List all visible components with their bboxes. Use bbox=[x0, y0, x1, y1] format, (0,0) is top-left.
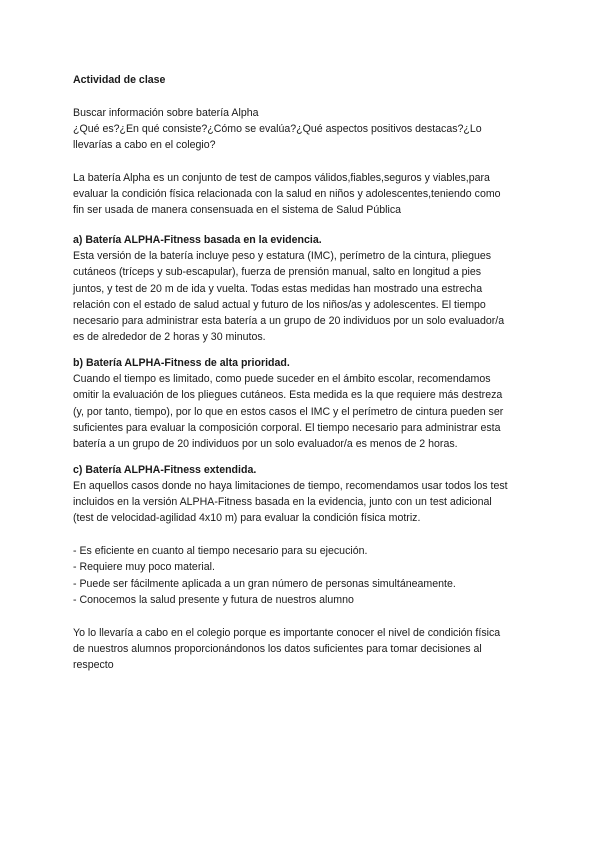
section-a-line: cutáneos (tríceps y sub-escapular), fuerza de prensión manual, salto en longitud a pies bbox=[73, 266, 482, 279]
section-c-heading: c) Batería ALPHA-Fitness extendida. bbox=[73, 463, 257, 476]
intro-line: La batería Alpha es un conjunto de test de campos válidos,fiables,seguros y viables,para bbox=[73, 171, 490, 184]
section-c bbox=[73, 462, 536, 527]
section-b-line: suficientes para evaluar la composición corporal. El tiempo necesario para administrar esta bbox=[73, 421, 501, 434]
task-line: Buscar información sobre batería Alpha bbox=[73, 106, 259, 119]
list-item: - Puede ser fácilmente aplicada a un gran número de personas simultáneamente. bbox=[73, 577, 456, 590]
section-a-line: juntos, y test de 20 m de ida y vuelta. Todas estas medidas han mostrado una estrecha bbox=[73, 282, 483, 295]
section-a-line: necesario para administrar esta batería a un grupo de 20 individuos por un solo evaluador/a bbox=[73, 315, 505, 328]
list-item: - Es eficiente en cuanto al tiempo necesario para su ejecución. bbox=[73, 545, 368, 558]
list-item: - Requiere muy poco material. bbox=[73, 561, 215, 574]
intro-paragraph bbox=[73, 170, 536, 219]
conclusion-line: Yo lo llevaría a cabo en el colegio porque es importante conocer el nivel de condición física bbox=[73, 626, 501, 639]
section-b-line: Cuando el tiempo es limitado, como puede suceder en el ámbito escolar, recomendamos bbox=[73, 373, 491, 386]
task-line: llevarías a cabo en el colegio? bbox=[73, 139, 216, 152]
conclusion-line: de nuestros alumnos proporcionándonos los datos suficientes para tomar decisiones al bbox=[73, 642, 482, 655]
conclusion-line: respecto bbox=[73, 659, 114, 672]
section-b-line: batería a un grupo de 20 individuos por un solo evaluador/a es menos de 2 horas. bbox=[73, 438, 458, 451]
task-paragraph bbox=[73, 105, 536, 154]
section-a-heading: a) Batería ALPHA-Fitness basada en la evidencia. bbox=[73, 233, 322, 246]
section-c-line: (test de velocidad-agilidad 4x10 m) para evaluar la condición física motriz. bbox=[73, 512, 421, 525]
positives-list bbox=[73, 543, 536, 608]
section-a bbox=[73, 232, 536, 346]
section-b-line: (y, por tanto, tiempo), por lo que en estos casos el IMC y el perímetro de cintura pueden ser bbox=[73, 405, 504, 418]
section-b-heading: b) Batería ALPHA-Fitness de alta prioridad. bbox=[73, 356, 290, 369]
section-a-line: Esta versión de la batería incluye peso y estatura (IMC), perímetro de la cintura, pliegues bbox=[73, 249, 492, 262]
section-a-line: es de alrededor de 2 horas y 30 minutos. bbox=[73, 331, 266, 344]
intro-line: evaluar la condición física relacionada con la salud en niños y adolescentes,teniendo como bbox=[73, 188, 501, 201]
section-b-line: omitir la evaluación de los pliegues cutáneos. Esta medida es la que requiere más destreza bbox=[73, 389, 503, 402]
section-a-line: relación con el estado de salud actual y futuro de los niños/as y adolescentes. El tiempo bbox=[73, 298, 486, 311]
section-c-line: En aquellos casos donde no haya limitaciones de tiempo, recomendamos usar todos los test bbox=[73, 479, 508, 492]
task-line: ¿Qué es?¿En qué consiste?¿Cómo se evalúa?¿Qué aspectos positivos destacas?¿Lo bbox=[73, 122, 482, 135]
page-title: Actividad de clase bbox=[73, 74, 166, 86]
section-b bbox=[73, 355, 536, 453]
section-c-line: incluidos en la versión ALPHA-Fitness basada en la evidencia, junto con un test adicional bbox=[73, 496, 492, 509]
list-item: - Conocemos la salud presente y futura de nuestros alumno bbox=[73, 593, 354, 606]
intro-line: fin ser usada de manera consensuada en el sistema de Salud Pública bbox=[73, 204, 402, 217]
conclusion-paragraph bbox=[73, 625, 536, 674]
